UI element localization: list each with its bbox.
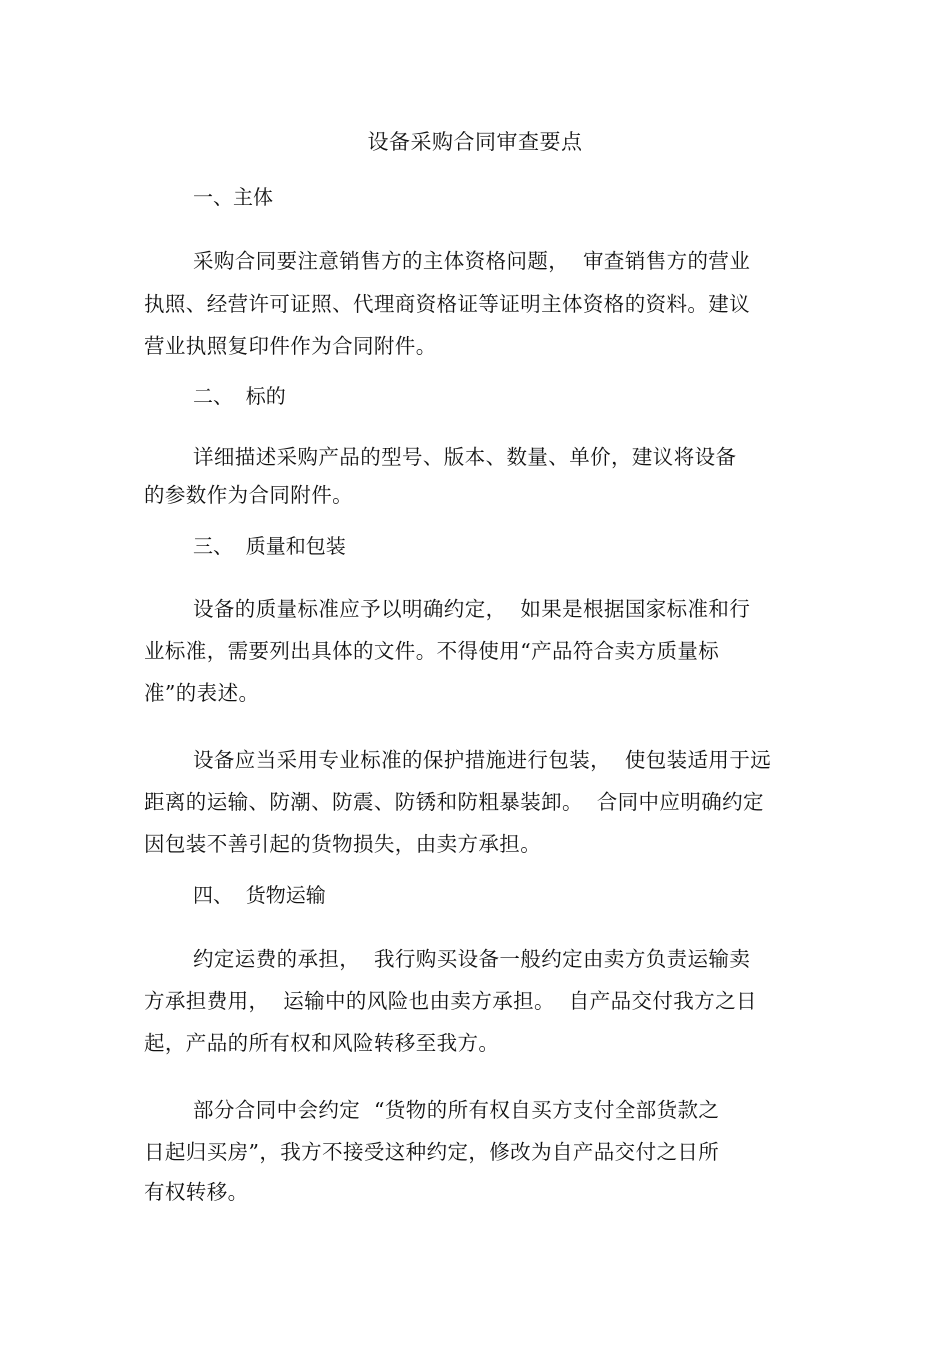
paragraph-line: 距离的运输、防潮、防震、防锈和防粗暴装卸。 合同中应明确约定 [144,790,764,814]
paragraph-line: 采购合同要注意销售方的主体资格问题， 审查销售方的营业 [193,249,751,273]
paragraph-line: 设备的质量标准应予以明确约定， 如果是根据国家标准和行 [193,597,751,621]
section-heading-4: 四、 货物运输 [193,883,326,907]
section-heading-3: 三、 质量和包装 [193,534,346,558]
paragraph-line: 准”的表述。 [144,681,260,705]
paragraph-line: 约定运费的承担， 我行购买设备一般约定由卖方负责运输卖 [193,947,751,971]
paragraph-line: 营业执照复印件作为合同附件。 [144,334,437,358]
document-title: 设备采购合同审查要点 [367,130,583,154]
paragraph-line: 详细描述采购产品的型号、版本、数量、单价，建议将设备 [193,445,737,469]
paragraph-line: 部分合同中会约定 “货物的所有权自买方支付全部货款之 [193,1098,720,1122]
paragraph-line: 有权转移。 [144,1180,249,1204]
paragraph-line: 执照、经营许可证照、代理商资格证等证明主体资格的资料。建议 [144,292,751,316]
paragraph-line: 设备应当采用专业标准的保护措施进行包装， 使包装适用于远 [193,748,772,772]
section-heading-1: 一、主体 [193,185,273,209]
section-heading-2: 二、 标的 [193,384,286,408]
paragraph-line: 起，产品的所有权和风险转移至我方。 [144,1031,500,1055]
paragraph-line: 业标准，需要列出具体的文件。不得使用“产品符合卖方质量标 [144,639,720,663]
paragraph-line: 因包装不善引起的货物损失，由卖方承担。 [144,832,542,856]
paragraph-line: 日起归买房”，我方不接受这种约定，修改为自产品交付之日所 [144,1140,720,1164]
paragraph-line: 的参数作为合同附件。 [144,483,353,507]
paragraph-line: 方承担费用， 运输中的风险也由卖方承担。 自产品交付我方之日 [144,989,757,1013]
